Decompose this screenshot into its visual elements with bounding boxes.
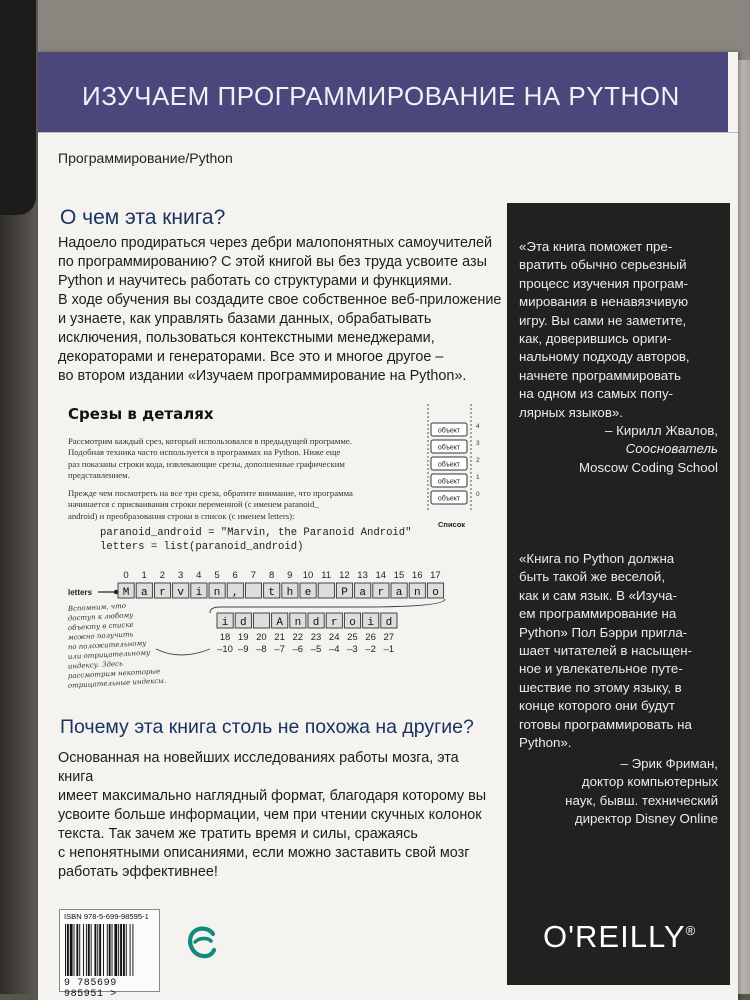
barcode-bar [88, 924, 90, 976]
barcode-bar [70, 924, 73, 976]
barcode-bar [109, 924, 111, 976]
barcode-bar [65, 924, 66, 976]
row1-char: a [359, 587, 367, 599]
isbn-label: ISBN 978-5-699-98595-1 [64, 912, 149, 921]
background-top [0, 0, 750, 60]
letters-label: letters [68, 588, 93, 597]
row1-box [245, 583, 261, 598]
row1-index: 4 [196, 570, 202, 581]
note-arrow [156, 649, 210, 655]
row2-char: d [239, 617, 247, 629]
row2-neg-index: –6 [292, 644, 304, 655]
row1-char: a [140, 587, 148, 599]
row2-neg-index: –2 [365, 644, 376, 655]
row2-pos-index: 18 [219, 632, 231, 643]
sample-page-heading: Срезы в деталях [68, 405, 214, 423]
handwritten-note-line: Вспомним, что [67, 601, 127, 613]
quote-2-author: – Эрик Фриман, доктор компьютерных наук, бывш. технический директор Disney Online [565, 756, 718, 827]
row2-neg-index: –1 [383, 644, 395, 655]
barcode-bar [107, 924, 108, 976]
wrap-connector [210, 599, 445, 613]
barcode-bar [79, 924, 80, 976]
row2-pos-index: 21 [274, 632, 285, 643]
eksmo-logo-icon [187, 924, 217, 960]
row2-char: o [349, 617, 356, 629]
barcode-bars [63, 924, 156, 978]
quote-1-text: «Эта книга поможет пре- вратить обычно серьезный процесс изучения програм- мирования в ненавязчивую игру. Вы сами не заметите, как, доверившись ориги- нальному подходу авторов, начнете программировать на одном из самых попу- лярных языков». [519, 239, 690, 420]
barcode-bar [76, 924, 78, 976]
row1-index: 9 [287, 570, 293, 581]
row2-neg-index: –7 [274, 644, 285, 655]
barcode-bar [74, 924, 75, 976]
code-line-1: paranoid_android = "Marvin, the Paranoid Android" [100, 527, 412, 539]
row2-neg-index: –9 [237, 644, 249, 655]
sample-page-paragraph-1: Рассмотрим каждый срез, который использовался в предыдущей программе. Подобная техника часто используется в программах на Python. Ниже еще раз показаны строки кода, извлекающие срезы, дополненные графическим представлением. [68, 436, 352, 481]
row1-index: 11 [321, 570, 332, 581]
barcode-bar [112, 924, 113, 976]
row2-char: i [367, 617, 375, 629]
row1-index: 13 [357, 570, 368, 581]
row1-char: , [231, 587, 239, 599]
row1-char: i [195, 587, 203, 599]
row2-char: d [385, 617, 393, 629]
row2-pos-index: 23 [310, 632, 322, 643]
barcode-bar [97, 924, 98, 976]
row2-pos-index: 25 [347, 632, 358, 643]
stack-item-label: объект [437, 444, 461, 452]
row2-neg-index: –8 [256, 644, 267, 655]
row1-index: 6 [232, 570, 238, 581]
barcode-bar [120, 924, 122, 976]
row1-index: 2 [159, 570, 166, 581]
handwritten-note-line: можно получить [67, 630, 134, 642]
row1-char: a [395, 587, 403, 599]
background-shadow [0, 0, 36, 215]
barcode-bar [132, 924, 133, 976]
sample-page-illustration [60, 399, 500, 705]
stack-item-label: объект [437, 495, 461, 503]
quote-2-text: «Книга по Python должна быть такой же веселой, как и сам язык. В «Изуча- ем программирование на Python» Пол Бэрри пригла- шает читателей в насыщен- ное и увлекательное путе- шествие по этому языку, в конце которого они будут готовы программировать на Python». [519, 551, 693, 751]
row2-char: i [221, 617, 229, 629]
barcode-bar [103, 924, 104, 976]
stack-item-label: объект [437, 427, 461, 435]
quote-1-author: – Кирилл Жвалов, Сооснователь Moscow Coding School [579, 423, 718, 475]
row2-neg-index: –4 [328, 644, 340, 655]
stack-index: 4 [476, 423, 480, 430]
quotes-panel [507, 203, 730, 985]
sample-page-paragraph-2: Прежде чем посмотреть на все три среза, обратите внимание, что программа начинается с присваивания строки переменной (с именем paranoid_ android) и преобразования строки в список (с именем letters): [68, 488, 353, 521]
row2-pos-index: 20 [256, 632, 267, 643]
row1-char: o [432, 587, 439, 599]
why-paragraph: Основанная на новейших исследованиях работы мозга, эта книга имеет максимально наглядный формат, благодаря которому вы усвоите больше информации, чем при чтении скучных колонок текста. Так зачем же тратить время и силы, сражаясь с непонятными описаниями, если можно заставить свой мозг работать эффективнее! [58, 750, 487, 880]
about-paragraph-1: Надоело продираться через дебри малопонятных самоучителей по программированию? С этой книгой вы без труда усвоите азы Python и научитесь работать со структурами и функциями. [58, 235, 493, 289]
stack-caption: Список [438, 520, 466, 529]
handwritten-note-line: отрицательные индексы. [67, 676, 167, 690]
row2-char: A [276, 617, 284, 629]
isbn-barcode [59, 909, 160, 1000]
row1-index: 14 [375, 570, 387, 581]
row2-neg-index: –5 [310, 644, 322, 655]
stack-index: 0 [476, 491, 480, 498]
row1-index: 0 [123, 570, 129, 581]
row1-index: 12 [339, 570, 350, 581]
row1-box [318, 583, 334, 598]
row1-index: 8 [268, 570, 275, 581]
row1-index: 10 [302, 570, 314, 581]
row2-pos-index: 26 [365, 632, 376, 643]
title-band [38, 52, 728, 132]
row1-char: P [341, 587, 348, 599]
barcode-bar [83, 924, 84, 976]
handwritten-note-line: рассмотрим некоторые [67, 667, 161, 681]
row2-char: d [312, 617, 320, 629]
book-title: ИЗУЧАЕМ ПРОГРАММИРОВАНИЕ НА PYTHON [82, 81, 680, 111]
about-heading: О чем эта книга? [60, 206, 226, 229]
barcode-bar [67, 924, 69, 976]
barcode-bar [123, 924, 125, 976]
row2-pos-index: 24 [328, 632, 340, 643]
code-line-2: letters = list(paranoid_android) [100, 541, 304, 553]
divider [38, 132, 738, 133]
row2-box [253, 613, 269, 628]
category-label: Программирование/Python [58, 150, 233, 166]
isbn-digits: 9 785699 985951 > [64, 978, 117, 1000]
row1-char: n [413, 587, 421, 599]
barcode-bar [86, 924, 87, 976]
row1-index: 3 [177, 570, 184, 581]
row2-pos-index: 19 [237, 632, 249, 643]
about-paragraph-2: В ходе обучения вы создадите свое собственное веб-приложение и узнаете, как управлять базами данных, обрабатывать исключения, пользоваться контекстными менеджерами, декораторами и генераторами. Все это и многое другое – во втором издании «Изучаем программирование на Python». [58, 292, 502, 384]
barcode-bar [91, 924, 92, 976]
stack-item-label: объект [437, 478, 461, 486]
stack-index: 3 [476, 440, 480, 447]
row1-char: n [213, 587, 221, 599]
oreilly-logo: O'REILLY® [543, 919, 697, 954]
row1-char: M [122, 587, 130, 599]
stack-index: 2 [476, 457, 480, 464]
barcode-bar [94, 924, 96, 976]
handwritten-note-line: объекту в списке [67, 620, 134, 633]
row1-char: v [177, 587, 185, 599]
row1-index: 15 [393, 570, 405, 581]
handwritten-note-line: доступ к любому [67, 611, 134, 623]
row1-char: e [304, 587, 312, 599]
handwritten-note-line: индексу. Здесь [67, 659, 124, 671]
row1-index: 1 [141, 570, 147, 581]
list-diagram [60, 399, 500, 705]
row1-char: h [286, 587, 294, 599]
handwritten-note-line: по положительному [67, 639, 147, 652]
row1-index: 17 [430, 570, 441, 581]
barcode-bar [99, 924, 101, 976]
row2-neg-index: –3 [347, 644, 358, 655]
row1-char: r [159, 587, 166, 599]
barcode-bar [118, 924, 119, 976]
barcode-bar [130, 924, 131, 976]
row1-char: r [377, 587, 385, 599]
row2-char: n [294, 617, 302, 629]
row1-index: 16 [411, 570, 423, 581]
book-back-cover [38, 52, 738, 1000]
row1-index: 7 [250, 570, 257, 581]
stack-index: 1 [476, 474, 480, 481]
why-heading: Почему эта книга столь не похожа на другие? [60, 716, 474, 738]
row1-char: t [268, 587, 276, 599]
barcode-bar [126, 924, 127, 976]
handwritten-note-line: или отрицательному [67, 648, 151, 661]
row2-pos-index: 22 [292, 632, 304, 643]
row2-neg-index: –10 [217, 644, 233, 655]
row2-char: r [330, 617, 338, 629]
row2-pos-index: 27 [383, 632, 395, 643]
letters-arrow-head [114, 590, 118, 594]
row1-index: 5 [214, 570, 220, 581]
stack-item-label: объект [437, 461, 461, 469]
barcode-bar [114, 924, 117, 976]
